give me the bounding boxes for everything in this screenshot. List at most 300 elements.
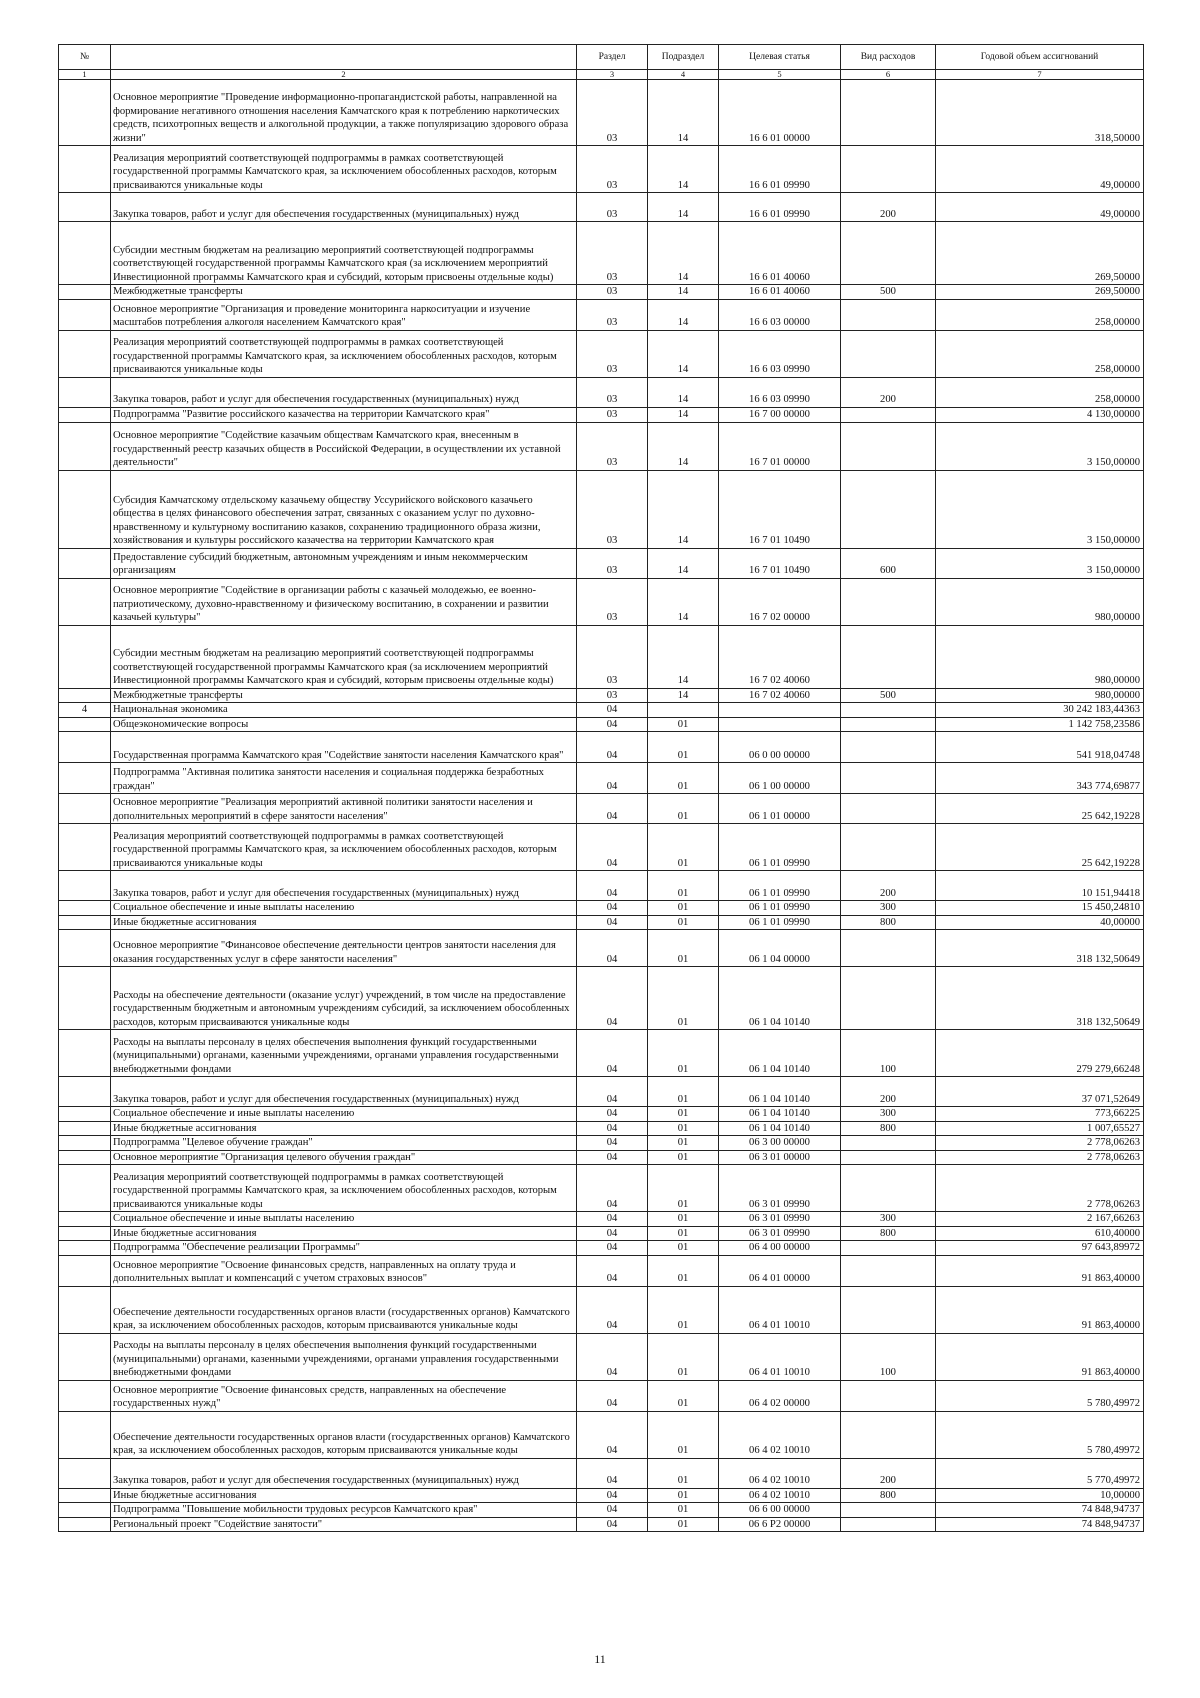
row-section-cell: 03 (577, 299, 648, 330)
table-row (59, 1380, 1144, 1411)
row-target-article-cell: 06 1 04 10140 (719, 1107, 841, 1122)
row-name-cell: Реализация мероприятий соответствующей подпрограммы в рамках соответствующей государственной программы Камчатского края, за исключением обособленных расходов, которым присваиваются уникальные коды (111, 146, 577, 193)
row-number-cell (59, 422, 111, 470)
row-target-article-cell: 16 6 01 40060 (719, 285, 841, 300)
row-amount-cell: 279 279,66248 (936, 1030, 1144, 1077)
table-row (59, 930, 1144, 967)
table-row (59, 299, 1144, 330)
row-number-cell (59, 330, 111, 377)
row-amount-cell: 5 770,49972 (936, 1458, 1144, 1488)
col-header-section: Раздел (577, 45, 648, 70)
row-expense-type-cell (841, 222, 936, 285)
row-subsection-cell: 01 (648, 1165, 719, 1212)
table-row (59, 824, 1144, 871)
row-number-cell (59, 824, 111, 871)
row-amount-cell: 2 778,06263 (936, 1165, 1144, 1212)
row-subsection-cell: 01 (648, 1150, 719, 1165)
row-number-cell (59, 1411, 111, 1458)
table-row (59, 222, 1144, 285)
row-amount-cell: 2 167,66263 (936, 1212, 1144, 1227)
row-target-article-cell: 06 4 01 10010 (719, 1333, 841, 1380)
row-subsection-cell: 01 (648, 732, 719, 763)
row-target-article-cell: 06 1 04 10140 (719, 1121, 841, 1136)
row-amount-cell: 1 142 758,23586 (936, 717, 1144, 732)
row-subsection-cell: 14 (648, 470, 719, 548)
row-expense-type-cell: 100 (841, 1030, 936, 1077)
table-row (59, 285, 1144, 300)
row-number-cell (59, 1150, 111, 1165)
row-amount-cell: 318,50000 (936, 80, 1144, 146)
row-name-cell: Основное мероприятие "Освоение финансовых средств, направленных на обеспечение государственных нужд" (111, 1380, 577, 1411)
row-expense-type-cell: 800 (841, 915, 936, 930)
row-target-article-cell (719, 717, 841, 732)
row-section-cell: 03 (577, 193, 648, 222)
row-section-cell: 04 (577, 824, 648, 871)
row-target-article-cell: 16 7 01 10490 (719, 470, 841, 548)
row-target-article-cell: 16 7 02 40060 (719, 625, 841, 688)
table-row (59, 625, 1144, 688)
row-expense-type-cell (841, 1380, 936, 1411)
row-section-cell: 04 (577, 1121, 648, 1136)
row-name-cell: Закупка товаров, работ и услуг для обеспечения государственных (муниципальных) нужд (111, 377, 577, 407)
row-number-cell (59, 285, 111, 300)
row-name-cell: Закупка товаров, работ и услуг для обеспечения государственных (муниципальных) нужд (111, 871, 577, 901)
row-number-cell (59, 578, 111, 625)
row-section-cell: 04 (577, 763, 648, 794)
table-row (59, 1255, 1144, 1286)
row-subsection-cell (648, 703, 719, 718)
col-number: 2 (111, 70, 577, 80)
page-number: 11 (594, 1652, 606, 1666)
row-section-cell: 04 (577, 1241, 648, 1256)
row-amount-cell: 37 071,52649 (936, 1077, 1144, 1107)
row-expense-type-cell: 100 (841, 1333, 936, 1380)
table-row (59, 1517, 1144, 1532)
row-amount-cell: 318 132,50649 (936, 967, 1144, 1030)
row-subsection-cell: 14 (648, 422, 719, 470)
row-subsection-cell: 14 (648, 80, 719, 146)
row-name-cell: Иные бюджетные ассигнования (111, 1121, 577, 1136)
row-name-cell: Основное мероприятие "Содействие казачьим обществам Камчатского края, внесенным в государственный реестр казачьих обществ в Российской Федерации, в осуществлении их уставной деятельности" (111, 422, 577, 470)
table-row (59, 1107, 1144, 1122)
table-row (59, 1458, 1144, 1488)
row-section-cell: 03 (577, 422, 648, 470)
col-number: 3 (577, 70, 648, 80)
row-target-article-cell: 06 4 02 10010 (719, 1458, 841, 1488)
row-section-cell: 04 (577, 967, 648, 1030)
row-expense-type-cell (841, 330, 936, 377)
row-section-cell: 04 (577, 1503, 648, 1518)
row-section-cell: 04 (577, 1411, 648, 1458)
row-target-article-cell: 16 7 01 00000 (719, 422, 841, 470)
row-name-cell: Основное мероприятие "Финансовое обеспечение деятельности центров занятости населения для оказания государственных услуг в сфере занятости населения" (111, 930, 577, 967)
row-section-cell: 04 (577, 1077, 648, 1107)
row-expense-type-cell: 500 (841, 688, 936, 703)
row-amount-cell: 318 132,50649 (936, 930, 1144, 967)
row-subsection-cell: 14 (648, 193, 719, 222)
row-name-cell: Социальное обеспечение и иные выплаты населению (111, 1107, 577, 1122)
row-subsection-cell: 01 (648, 871, 719, 901)
row-target-article-cell: 06 1 01 09990 (719, 915, 841, 930)
table-row (59, 146, 1144, 193)
row-target-article-cell: 06 1 04 10140 (719, 1077, 841, 1107)
row-subsection-cell: 01 (648, 1286, 719, 1333)
row-amount-cell: 610,40000 (936, 1226, 1144, 1241)
table-row (59, 967, 1144, 1030)
row-section-cell: 03 (577, 407, 648, 422)
row-number-cell (59, 1286, 111, 1333)
col-header-annual-volume: Годовой объем ассигнований (936, 45, 1144, 70)
row-target-article-cell: 06 1 01 09990 (719, 824, 841, 871)
row-section-cell: 04 (577, 930, 648, 967)
row-subsection-cell: 14 (648, 688, 719, 703)
table-row (59, 1411, 1144, 1458)
table-row (59, 1136, 1144, 1151)
row-amount-cell: 91 863,40000 (936, 1255, 1144, 1286)
row-name-cell: Расходы на выплаты персоналу в целях обеспечения выполнения функций государственными (муниципальными) органами, казенными учреждениями, органами управления государственными внебюджетными фондами (111, 1030, 577, 1077)
row-amount-cell: 2 778,06263 (936, 1150, 1144, 1165)
row-target-article-cell: 16 6 01 00000 (719, 80, 841, 146)
row-amount-cell: 91 863,40000 (936, 1333, 1144, 1380)
row-number-cell (59, 1241, 111, 1256)
row-subsection-cell: 01 (648, 930, 719, 967)
row-target-article-cell: 16 6 03 09990 (719, 377, 841, 407)
row-target-article-cell: 06 1 04 00000 (719, 930, 841, 967)
row-number-cell (59, 548, 111, 578)
row-section-cell: 04 (577, 1380, 648, 1411)
row-expense-type-cell (841, 967, 936, 1030)
row-name-cell: Основное мероприятие "Освоение финансовых средств, направленных на оплату труда и дополнительных выплат и компенсаций с учетом страховых взносов" (111, 1255, 577, 1286)
table-row (59, 703, 1144, 718)
row-amount-cell: 74 848,94737 (936, 1517, 1144, 1532)
row-expense-type-cell (841, 1241, 936, 1256)
row-number-cell (59, 299, 111, 330)
row-section-cell: 03 (577, 285, 648, 300)
row-subsection-cell: 01 (648, 915, 719, 930)
row-name-cell: Подпрограмма "Целевое обучение граждан" (111, 1136, 577, 1151)
col-header-number: № (59, 45, 111, 70)
row-number-cell (59, 80, 111, 146)
table-row (59, 1165, 1144, 1212)
row-amount-cell: 49,00000 (936, 146, 1144, 193)
table-row (59, 1488, 1144, 1503)
row-section-cell: 04 (577, 1226, 648, 1241)
table-row (59, 1286, 1144, 1333)
table-row (59, 1077, 1144, 1107)
row-number-cell (59, 930, 111, 967)
row-target-article-cell: 06 3 01 09990 (719, 1212, 841, 1227)
row-target-article-cell: 06 6 P2 00000 (719, 1517, 841, 1532)
row-target-article-cell: 16 6 01 09990 (719, 193, 841, 222)
row-name-cell: Субсидии местным бюджетам на реализацию мероприятий соответствующей подпрограммы соответствующей государственной программы Камчатского края (за исключением мероприятий Инвестиционной программы Камчатского края и субсидий, которым присвоены отдельные коды) (111, 625, 577, 688)
table-row (59, 548, 1144, 578)
row-number-cell (59, 688, 111, 703)
row-target-article-cell: 16 6 03 00000 (719, 299, 841, 330)
row-amount-cell: 97 643,89972 (936, 1241, 1144, 1256)
col-number: 1 (59, 70, 111, 80)
row-amount-cell: 980,00000 (936, 688, 1144, 703)
row-section-cell: 04 (577, 794, 648, 824)
row-name-cell: Основное мероприятие "Содействие в организации работы с казачьей молодежью, ее военно-патриотическому, духовно-нравственному и физическому воспитанию, в сохранении и развитии казачьей культуры" (111, 578, 577, 625)
row-section-cell: 04 (577, 1030, 648, 1077)
row-subsection-cell: 01 (648, 1030, 719, 1077)
row-number-cell (59, 1107, 111, 1122)
row-amount-cell: 258,00000 (936, 330, 1144, 377)
row-amount-cell: 10 151,94418 (936, 871, 1144, 901)
row-subsection-cell: 01 (648, 1255, 719, 1286)
col-number: 5 (719, 70, 841, 80)
table-row (59, 193, 1144, 222)
row-subsection-cell: 14 (648, 625, 719, 688)
row-target-article-cell: 06 1 00 00000 (719, 763, 841, 794)
row-expense-type-cell (841, 824, 936, 871)
row-name-cell: Расходы на обеспечение деятельности (оказание услуг) учреждений, в том числе на предоставление государственным бюджетным и автономным учреждениям субсидий, за исключением обособленных расходов, которым присваиваются уникальные коды (111, 967, 577, 1030)
row-expense-type-cell (841, 146, 936, 193)
row-expense-type-cell (841, 1255, 936, 1286)
row-target-article-cell: 16 6 01 09990 (719, 146, 841, 193)
table-row (59, 578, 1144, 625)
row-number-cell (59, 967, 111, 1030)
row-section-cell: 03 (577, 688, 648, 703)
row-expense-type-cell: 800 (841, 1121, 936, 1136)
row-name-cell: Обеспечение деятельности государственных органов власти (государственных органов) Камчатского края, за исключением обособленных расходов, которым присваиваются уникальные коды (111, 1286, 577, 1333)
row-target-article-cell: 16 7 01 10490 (719, 548, 841, 578)
row-expense-type-cell (841, 1411, 936, 1458)
row-name-cell: Закупка товаров, работ и услуг для обеспечения государственных (муниципальных) нужд (111, 1077, 577, 1107)
row-number-cell (59, 470, 111, 548)
row-name-cell: Подпрограмма "Активная политика занятости населения и социальная поддержка безработных граждан" (111, 763, 577, 794)
table-row (59, 901, 1144, 916)
row-name-cell: Реализация мероприятий соответствующей подпрограммы в рамках соответствующей государственной программы Камчатского края, за исключением обособленных расходов, которым присваиваются уникальные коды (111, 330, 577, 377)
row-expense-type-cell: 600 (841, 548, 936, 578)
row-number-cell (59, 407, 111, 422)
row-amount-cell: 3 150,00000 (936, 422, 1144, 470)
row-name-cell: Иные бюджетные ассигнования (111, 1488, 577, 1503)
col-header-target-article: Целевая статья (719, 45, 841, 70)
row-section-cell: 03 (577, 625, 648, 688)
row-section-cell: 04 (577, 901, 648, 916)
row-name-cell: Основное мероприятие "Организация целевого обучения граждан" (111, 1150, 577, 1165)
table-row (59, 794, 1144, 824)
row-number-cell (59, 1165, 111, 1212)
row-expense-type-cell (841, 578, 936, 625)
row-expense-type-cell (841, 732, 936, 763)
column-number-row (59, 70, 1144, 80)
row-subsection-cell: 14 (648, 285, 719, 300)
row-section-cell: 03 (577, 578, 648, 625)
row-section-cell: 03 (577, 548, 648, 578)
row-expense-type-cell (841, 407, 936, 422)
row-section-cell: 04 (577, 1107, 648, 1122)
row-expense-type-cell: 800 (841, 1226, 936, 1241)
row-section-cell: 04 (577, 1165, 648, 1212)
col-number: 7 (936, 70, 1144, 80)
row-name-cell: Социальное обеспечение и иные выплаты населению (111, 901, 577, 916)
row-name-cell: Субсидия Камчатскому отдельскому казачьему обществу Уссурийского войскового казачьего общества в целях финансового обеспечения затрат, связанных с оказанием услуг по духовно-нравственному и культурному воспитанию казаков, сохранению традиционного образа жизни, хозяйствования и культуры российского казачества на территории Камчатского края (111, 470, 577, 548)
row-subsection-cell: 01 (648, 824, 719, 871)
row-section-cell: 03 (577, 470, 648, 548)
row-number-cell (59, 1488, 111, 1503)
row-section-cell: 04 (577, 1458, 648, 1488)
row-amount-cell: 25 642,19228 (936, 824, 1144, 871)
header-row (59, 45, 1144, 70)
table-row (59, 688, 1144, 703)
row-expense-type-cell: 300 (841, 901, 936, 916)
row-name-cell: Общеэкономические вопросы (111, 717, 577, 732)
row-subsection-cell: 01 (648, 1503, 719, 1518)
row-section-cell: 04 (577, 1488, 648, 1503)
row-subsection-cell: 01 (648, 717, 719, 732)
table-row (59, 717, 1144, 732)
row-subsection-cell: 01 (648, 967, 719, 1030)
table-row (59, 422, 1144, 470)
row-target-article-cell: 06 1 01 00000 (719, 794, 841, 824)
table-row (59, 470, 1144, 548)
row-number-cell (59, 1226, 111, 1241)
row-amount-cell: 49,00000 (936, 193, 1144, 222)
row-subsection-cell: 14 (648, 299, 719, 330)
row-section-cell: 04 (577, 1517, 648, 1532)
row-expense-type-cell (841, 1517, 936, 1532)
row-subsection-cell: 01 (648, 1107, 719, 1122)
table-row (59, 1333, 1144, 1380)
row-number-cell (59, 1380, 111, 1411)
row-target-article-cell: 06 1 01 09990 (719, 871, 841, 901)
table-row (59, 1150, 1144, 1165)
row-expense-type-cell (841, 703, 936, 718)
table-row (59, 871, 1144, 901)
table-row (59, 80, 1144, 146)
row-expense-type-cell (841, 1503, 936, 1518)
row-amount-cell: 269,50000 (936, 285, 1144, 300)
row-amount-cell: 91 863,40000 (936, 1286, 1144, 1333)
table-row (59, 1212, 1144, 1227)
budget-table-sheet (58, 44, 1143, 1532)
row-target-article-cell: 06 4 01 10010 (719, 1286, 841, 1333)
row-section-cell: 03 (577, 377, 648, 407)
row-expense-type-cell: 200 (841, 377, 936, 407)
row-subsection-cell: 14 (648, 407, 719, 422)
row-number-cell (59, 1136, 111, 1151)
row-target-article-cell: 06 3 00 00000 (719, 1136, 841, 1151)
row-name-cell: Реализация мероприятий соответствующей подпрограммы в рамках соответствующей государственной программы Камчатского края, за исключением обособленных расходов, которым присваиваются уникальные коды (111, 1165, 577, 1212)
table-row (59, 1226, 1144, 1241)
budget-allocation-table (58, 44, 1144, 1532)
row-expense-type-cell (841, 1150, 936, 1165)
row-number-cell (59, 222, 111, 285)
row-amount-cell: 541 918,04748 (936, 732, 1144, 763)
row-number-cell (59, 1121, 111, 1136)
row-name-cell: Межбюджетные трансферты (111, 285, 577, 300)
row-subsection-cell: 01 (648, 1241, 719, 1256)
row-amount-cell: 4 130,00000 (936, 407, 1144, 422)
row-expense-type-cell: 300 (841, 1212, 936, 1227)
row-expense-type-cell: 300 (841, 1107, 936, 1122)
col-header-expense-type: Вид расходов (841, 45, 936, 70)
row-name-cell: Субсидии местным бюджетам на реализацию мероприятий соответствующей подпрограммы соответствующей государственной программы Камчатского края (за исключением мероприятий Инвестиционной программы Камчатского края и субсидий, которым присвоены отдельные коды) (111, 222, 577, 285)
row-amount-cell: 3 150,00000 (936, 548, 1144, 578)
row-number-cell (59, 377, 111, 407)
row-section-cell: 04 (577, 703, 648, 718)
row-amount-cell: 3 150,00000 (936, 470, 1144, 548)
row-number-cell (59, 1503, 111, 1518)
row-name-cell: Подпрограмма "Обеспечение реализации Программы" (111, 1241, 577, 1256)
row-name-cell: Основное мероприятие "Организация и проведение мониторинга наркоситуации и изучение масштабов потребления алкоголя населением Камчатского края" (111, 299, 577, 330)
row-section-cell: 04 (577, 717, 648, 732)
row-amount-cell: 30 242 183,44363 (936, 703, 1144, 718)
row-amount-cell: 40,00000 (936, 915, 1144, 930)
row-expense-type-cell (841, 299, 936, 330)
row-name-cell: Основное мероприятие "Реализация мероприятий активной политики занятости населения и дополнительных мероприятий в сфере занятости населения" (111, 794, 577, 824)
row-expense-type-cell (841, 470, 936, 548)
row-subsection-cell: 14 (648, 222, 719, 285)
row-name-cell: Реализация мероприятий соответствующей подпрограммы в рамках соответствующей государственной программы Камчатского края, за исключением обособленных расходов, которым присваиваются уникальные коды (111, 824, 577, 871)
row-subsection-cell: 14 (648, 548, 719, 578)
row-expense-type-cell: 200 (841, 193, 936, 222)
row-number-cell (59, 915, 111, 930)
row-number-cell (59, 1212, 111, 1227)
row-expense-type-cell: 500 (841, 285, 936, 300)
table-body (59, 80, 1144, 1532)
row-subsection-cell: 01 (648, 1458, 719, 1488)
row-name-cell: Межбюджетные трансферты (111, 688, 577, 703)
row-section-cell: 04 (577, 1286, 648, 1333)
table-row (59, 377, 1144, 407)
row-number-cell (59, 1030, 111, 1077)
row-subsection-cell: 01 (648, 763, 719, 794)
row-amount-cell: 25 642,19228 (936, 794, 1144, 824)
col-number: 4 (648, 70, 719, 80)
row-name-cell: Государственная программа Камчатского края "Содействие занятости населения Камчатского края" (111, 732, 577, 763)
col-header-name (111, 45, 577, 70)
table-row (59, 732, 1144, 763)
row-section-cell: 03 (577, 330, 648, 377)
row-name-cell: Закупка товаров, работ и услуг для обеспечения государственных (муниципальных) нужд (111, 193, 577, 222)
row-amount-cell: 15 450,24810 (936, 901, 1144, 916)
table-row (59, 1030, 1144, 1077)
row-expense-type-cell (841, 717, 936, 732)
row-target-article-cell: 06 3 01 09990 (719, 1165, 841, 1212)
row-subsection-cell: 01 (648, 1136, 719, 1151)
row-number-cell (59, 794, 111, 824)
row-number-cell (59, 1458, 111, 1488)
row-name-cell: Предоставление субсидий бюджетным, автономным учреждениям и иным некоммерческим организациям (111, 548, 577, 578)
row-expense-type-cell (841, 80, 936, 146)
row-subsection-cell: 01 (648, 1517, 719, 1532)
row-section-cell: 04 (577, 1150, 648, 1165)
row-number-cell (59, 1255, 111, 1286)
row-expense-type-cell (841, 1286, 936, 1333)
row-target-article-cell: 16 7 02 40060 (719, 688, 841, 703)
row-number-cell (59, 871, 111, 901)
row-expense-type-cell (841, 930, 936, 967)
row-target-article-cell: 06 1 04 10140 (719, 967, 841, 1030)
table-row (59, 915, 1144, 930)
row-subsection-cell: 01 (648, 794, 719, 824)
row-target-article-cell: 16 6 01 40060 (719, 222, 841, 285)
row-subsection-cell: 14 (648, 377, 719, 407)
row-target-article-cell: 16 7 00 00000 (719, 407, 841, 422)
row-section-cell: 04 (577, 1255, 648, 1286)
row-section-cell: 03 (577, 146, 648, 193)
row-target-article-cell: 16 6 03 09990 (719, 330, 841, 377)
row-section-cell: 04 (577, 1212, 648, 1227)
row-target-article-cell: 06 4 02 10010 (719, 1488, 841, 1503)
row-amount-cell: 10,00000 (936, 1488, 1144, 1503)
row-subsection-cell: 01 (648, 1212, 719, 1227)
row-name-cell: Социальное обеспечение и иные выплаты населению (111, 1212, 577, 1227)
row-number-cell (59, 1517, 111, 1532)
